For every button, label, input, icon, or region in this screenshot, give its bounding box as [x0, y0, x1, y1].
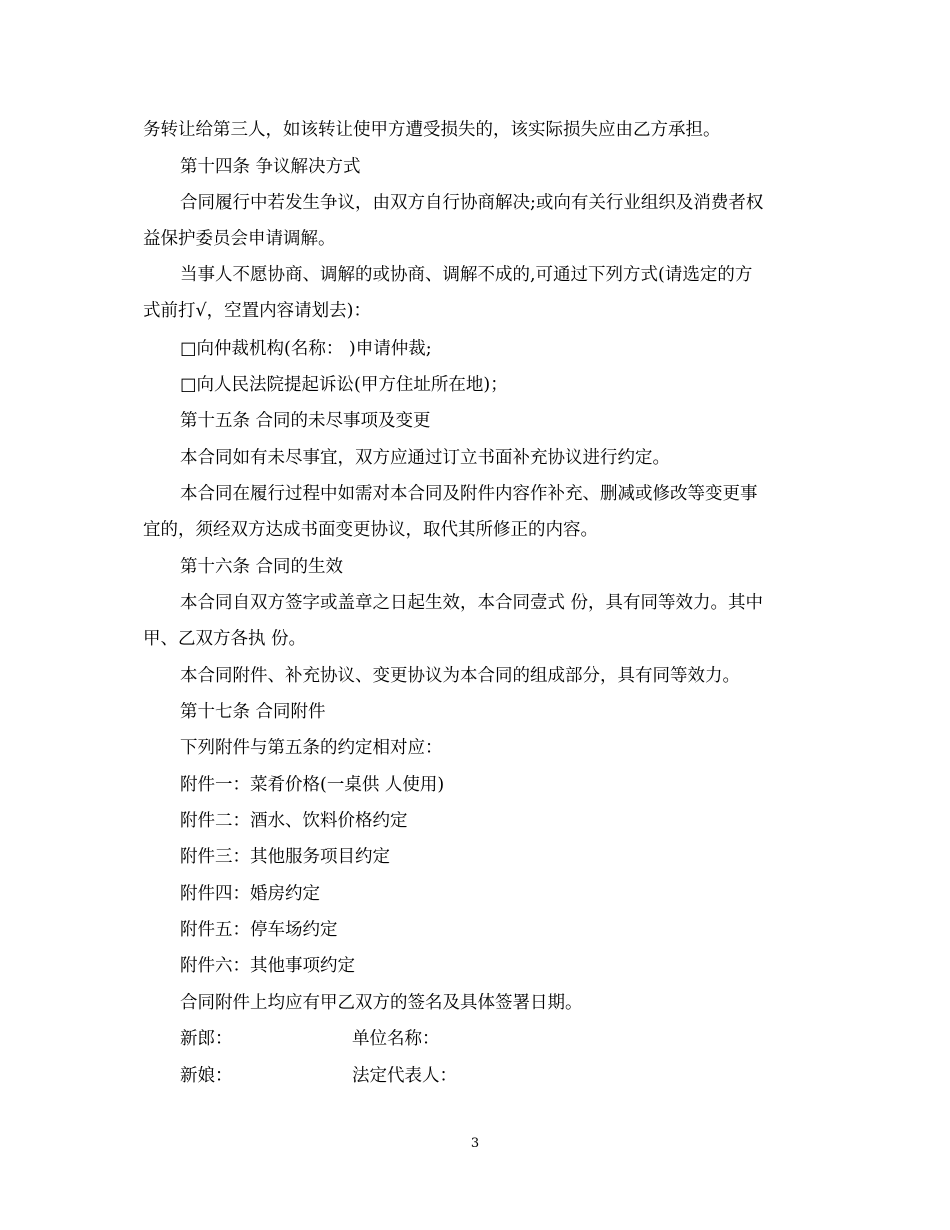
- paragraph-line: 本合同如有未尽事宜，双方应通过订立书面补充协议进行约定。: [180, 448, 670, 468]
- article-heading: 第十五条 合同的未尽事项及变更: [180, 411, 431, 431]
- paragraph-line: 甲、乙双方各执 份。: [143, 629, 307, 649]
- paragraph-line: 本合同自双方签字或盖章之日起生效，本合同壹式 份，具有同等效力。其中: [180, 593, 764, 613]
- paragraph-line: 宜的，须经双方达成书面变更协议，取代其所修正的内容。: [143, 520, 598, 540]
- article-heading: 第十七条 合同附件: [180, 702, 326, 722]
- page-number: 3: [470, 1136, 480, 1151]
- paragraph-line: 合同附件上均应有甲乙双方的签名及具体签署日期。: [180, 993, 583, 1013]
- paragraph-line: 务转让给第三人，如该转让使甲方遭受损失的，该实际损失应由乙方承担。: [143, 120, 721, 140]
- paragraph-line: 本合同附件、补充协议、变更协议为本合同的组成部分，具有同等效力。: [180, 666, 740, 686]
- article-heading: 第十四条 争议解决方式: [180, 157, 361, 177]
- paragraph-line: 益保护委员会申请调解。: [143, 229, 336, 249]
- legal-representative-label: 法定代表人：: [352, 1066, 457, 1086]
- paragraph-line: 本合同在履行过程中如需对本合同及附件内容作补充、删减或修改等变更事: [180, 484, 758, 504]
- attachment-item: 附件一：菜肴价格(一桌供 人使用): [180, 775, 445, 795]
- attachment-item: 附件六：其他事项约定: [180, 956, 355, 976]
- article-heading: 第十六条 合同的生效: [180, 557, 344, 577]
- attachment-item: 附件三：其他服务项目约定: [180, 847, 390, 867]
- paragraph-line: 式前打√，空置内容请划去)：: [143, 301, 371, 321]
- bride-label: 新娘：: [180, 1066, 233, 1086]
- paragraph-line: 合同履行中若发生争议，由双方自行协商解决;或向有关行业组织及消费者权: [180, 193, 764, 213]
- attachment-item: 附件五：停车场约定: [180, 920, 338, 940]
- attachment-item: 附件四：婚房约定: [180, 884, 320, 904]
- groom-label: 新郎：: [180, 1029, 233, 1049]
- checkbox-option-litigation: □向人民法院提起诉讼(甲方住址所在地)；: [180, 375, 508, 395]
- paragraph-line: 下列附件与第五条的约定相对应：: [180, 738, 443, 758]
- unit-name-label: 单位名称：: [352, 1029, 440, 1049]
- attachment-item: 附件二：酒水、饮料价格约定: [180, 811, 408, 831]
- checkbox-option-arbitration: □向仲裁机构(名称： )申请仲裁;: [180, 339, 432, 359]
- paragraph-line: 当事人不愿协商、调解的或协商、调解不成的,可通过下列方式(请选定的方: [180, 265, 753, 285]
